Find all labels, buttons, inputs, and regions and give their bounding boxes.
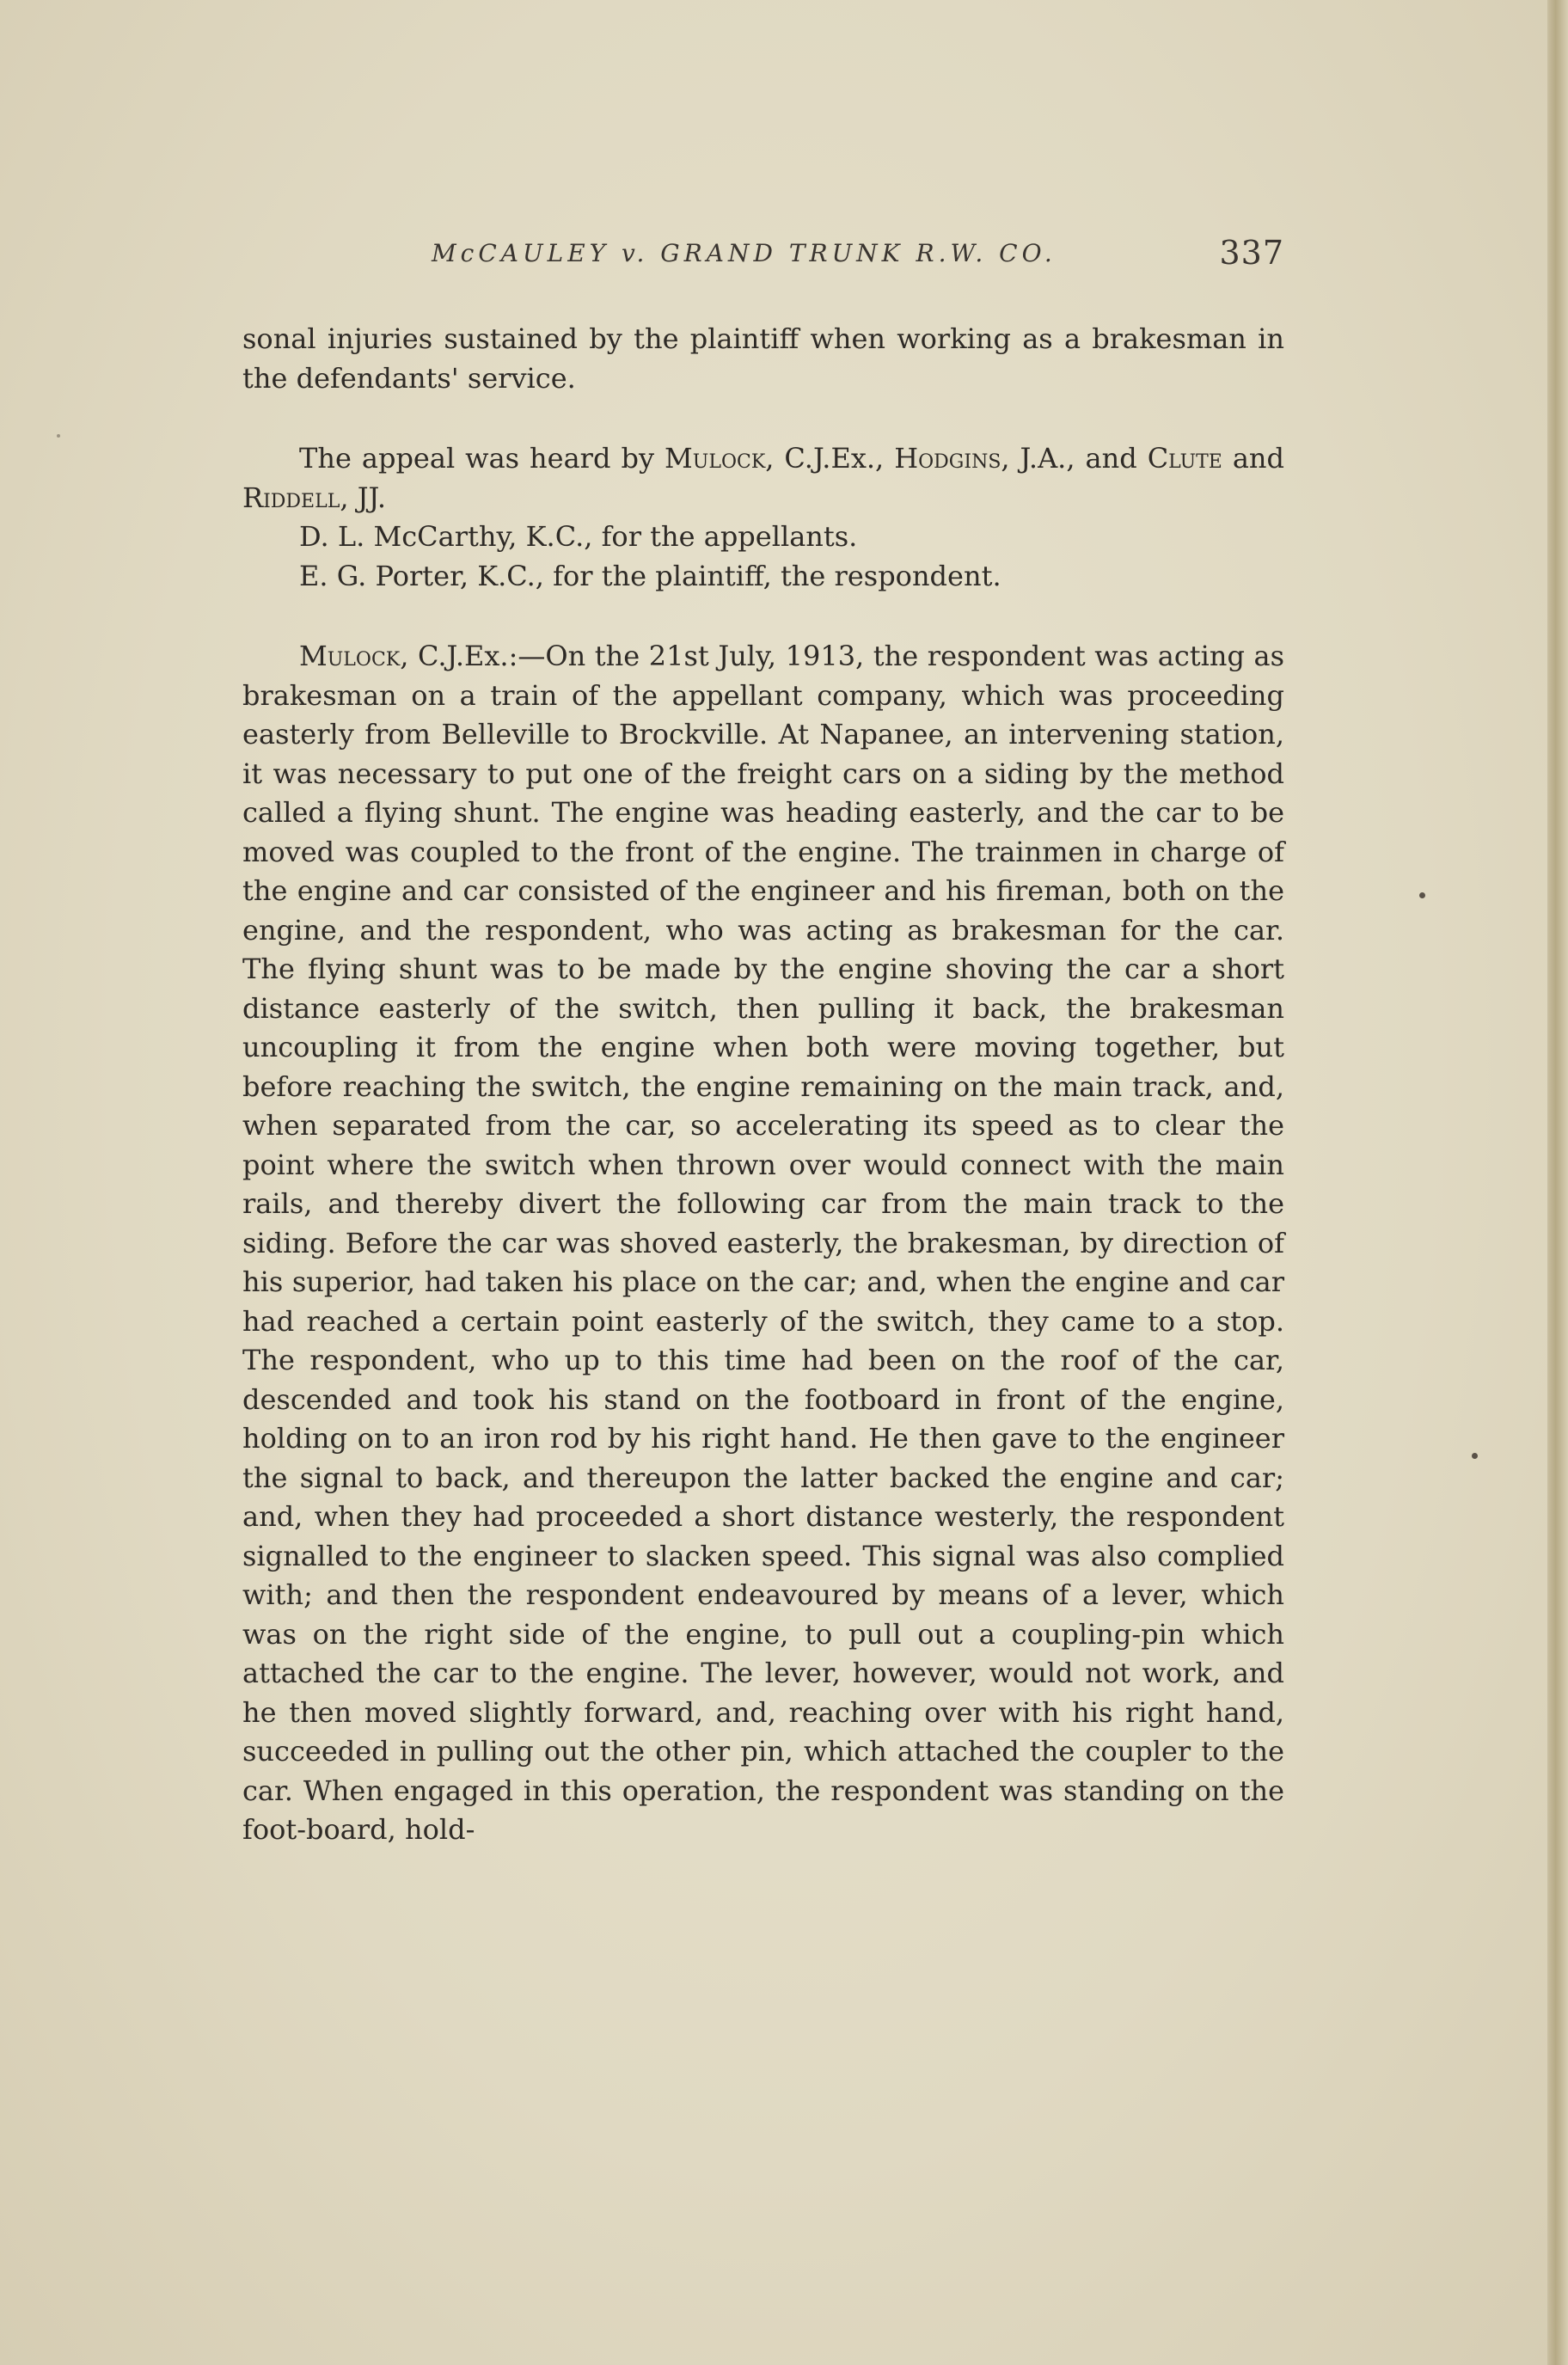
hearing-text-4: and xyxy=(1222,442,1285,475)
judge-riddell: Riddell xyxy=(242,481,340,514)
judge-mulock: Mulock xyxy=(665,442,766,475)
judgment-text: , C.J.Ex.:—On the 21st July, 1913, the respondent was acting as brakesman on a train of the appellant company, which was proceeding easterly from Belleville to Brockville. At Napanee, an intervening station, it was necessary to put one of the freight cars on a siding by the method called a flying shunt. The engine was heading easterly, and the car to be moved was coupled to the front of the engine. The trainmen in charge of the engine and car consisted of the engineer and his fireman, both on the engine, and the respondent, who was acting as brakesman for the car. The flying shunt was to be made by the engine shoving the car a short distance easterly of the switch, then pulling it back, the brakesman uncoupling it from the engine when both were moving together, but before reaching the switch, the engine remaining on the main track, and, when separated from the car, so accelerating its speed as to clear the point where the switch when thrown over would connect with the main rails, and thereby divert the following car from the main track to the siding. Before the car was shoved easterly, the brakesman, by direction of his superior, had taken his place on the car; and, when the engine and car had reached a certain point easterly of the switch, they came to a stop. The respondent, who up to this time had been on the roof of the car, descended and took his stand on the footboard in front of the engine, holding on to an iron rod by his right hand. He then gave to the engineer the signal to back, and thereupon the latter backed the engine and car; and, when they had proceeded a short distance westerly, the respondent signalled to the engineer to slacken speed. This signal was also complied with; and then the respondent endeavoured by means of a lever, which was on the right side of the engine, to pull out a coupling-pin which attached the car to the engine. The lever, however, would not work, and he then moved slightly forward, and, reaching over with his right hand, succeeded in pulling out the other pin, which attached the coupler to the car. When engaged in this operation, the respondent was standing on the foot-board, hold- xyxy=(242,640,1284,1846)
judge-name: Mulock xyxy=(299,640,401,672)
scan-speck xyxy=(1419,892,1425,898)
paragraph-continuation: sonal injuries sustained by the plaintiff when working as a brakesman in the defendants' service. xyxy=(242,322,1284,395)
running-head: McCAULEY v. GRAND TRUNK R.W. CO. xyxy=(432,239,1057,267)
page-number: 337 xyxy=(1219,234,1284,272)
hearing-text-1: The appeal was heard by xyxy=(299,442,665,475)
hearing-text-5: , JJ. xyxy=(340,481,387,514)
paragraph-judgment xyxy=(242,637,1284,1850)
scan-speck xyxy=(1472,1453,1478,1459)
counsel-respondent: E. G. Porter, K.C., for the plaintiff, the respondent. xyxy=(299,559,1001,592)
binding-edge xyxy=(1547,0,1568,2365)
paragraph-hearing xyxy=(242,439,1284,518)
page-header xyxy=(242,234,1284,282)
paragraph-gap xyxy=(242,398,1284,439)
scan-speck xyxy=(57,434,60,438)
body-text xyxy=(242,320,1284,1850)
judge-hodgins: Hodgins xyxy=(894,442,1001,475)
paragraph-gap xyxy=(242,596,1284,637)
hearing-text-3: , J.A., and xyxy=(1001,442,1148,475)
counsel-appellants: D. L. McCarthy, K.C., for the appellants. xyxy=(299,520,858,553)
hearing-text-2: , C.J.Ex., xyxy=(765,442,895,475)
judge-clute: Clute xyxy=(1147,442,1222,475)
